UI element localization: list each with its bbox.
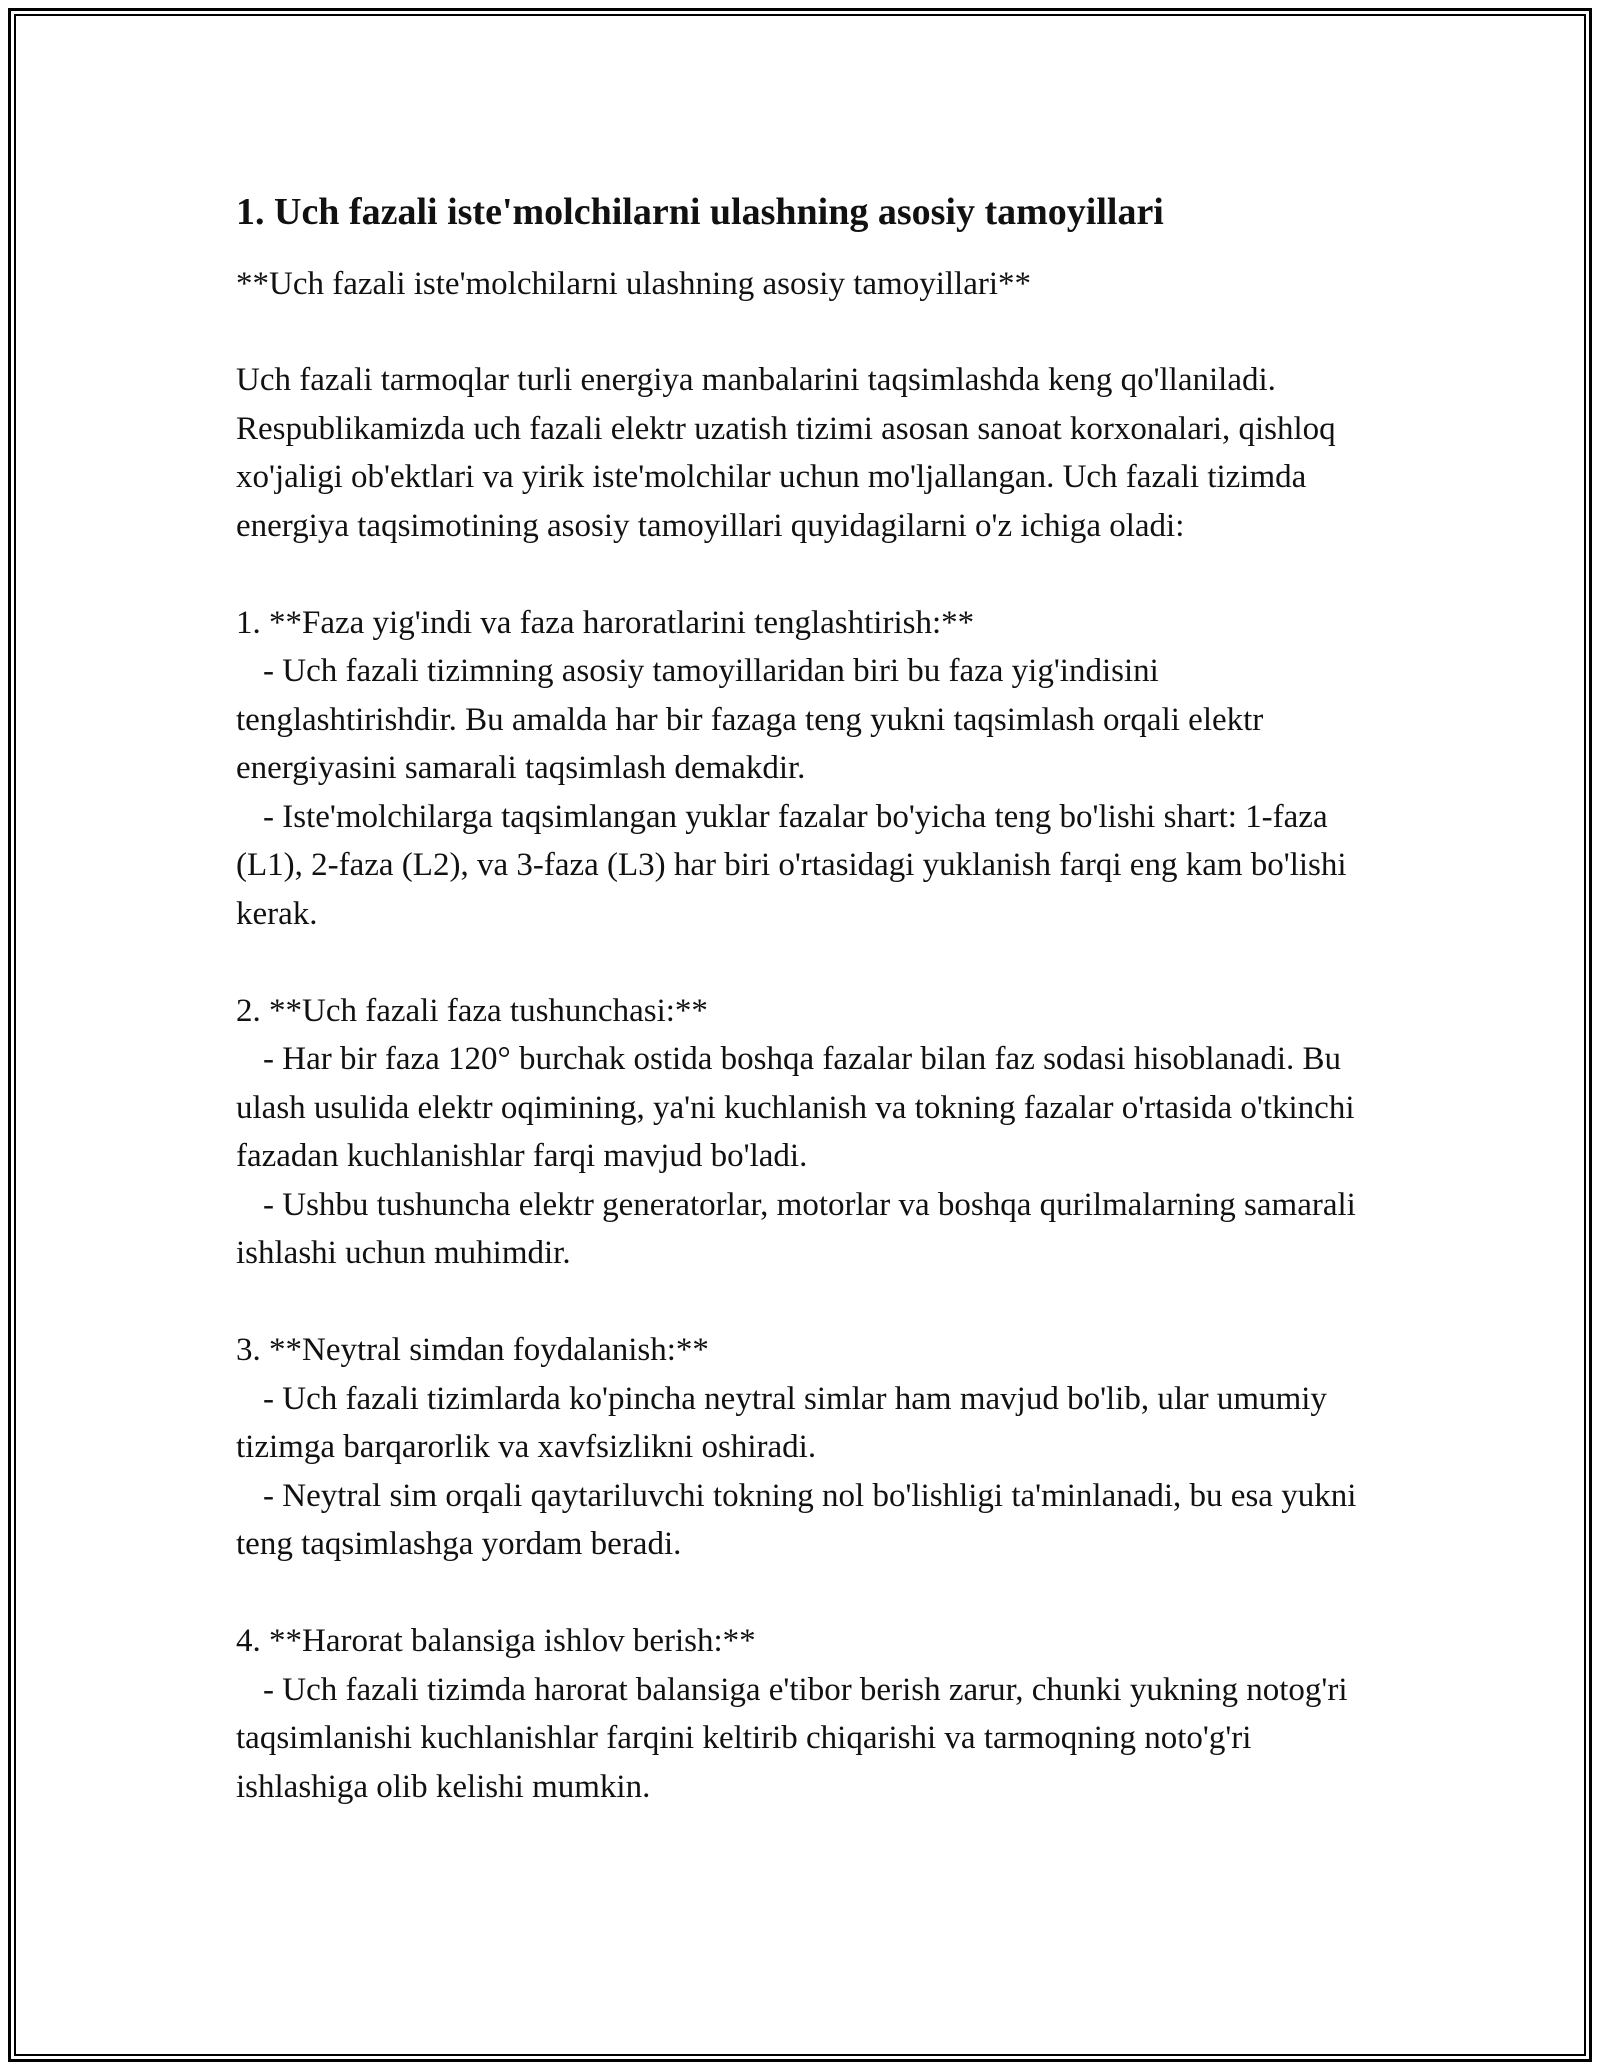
section-4 — [236, 1617, 1386, 1811]
bullet-item: - Har bir faza 120° burchak ostida boshqa fazalar bilan faz sodasi hisoblanadi. Bu ulash usulida elektr oqimining, ya'ni kuchlanish va tokning fazalar o'rtasida o'tkinchi fazadan kuchlanishlar farqi mavjud bo'ladi. — [236, 1041, 1355, 1174]
document-subtitle: **Uch fazali iste'molchilarni ulashning asosiy tamoyillari** — [236, 266, 1032, 302]
bullet-item: - Uch fazali tizimda harorat balansiga e'tibor berish zarur, chunki yukning notog'ri taqsimlanishi kuchlanishlar farqini keltirib chiqarishi va tarmoqning noto'g'ri ishlashiga olib kelishi mumkin. — [236, 1671, 1348, 1805]
document-title: 1. Uch fazali iste'molchilarni ulashning asosiy tamoyillari — [236, 191, 1164, 233]
section-2 — [236, 987, 1386, 1278]
bullet-item: - Iste'molchilarga taqsimlangan yuklar fazalar bo'yicha teng bo'lishi shart: 1-faza (L1), 2-faza (L2), va 3-faza (L3) har biri o'rtasidagi yuklanish farqi eng kam bo'lishi kerak. — [236, 798, 1347, 932]
section-heading: 4. **Harorat balansiga ishlov berish:** — [236, 1623, 756, 1659]
section-heading: 1. **Faza yig'indi va faza haroratlarini tenglashtirish:** — [236, 604, 975, 641]
bullet-item: - Ushbu tushuncha elektr generatorlar, motorlar va boshqa qurilmalarning samarali ishlashi uchun muhimdir. — [236, 1186, 1356, 1271]
section-heading: 2. **Uch fazali faza tushunchasi:** — [236, 992, 708, 1029]
section-1 — [236, 599, 1386, 939]
section-heading: 3. **Neytral simdan foydalanish:** — [236, 1332, 709, 1368]
document-body — [236, 186, 1386, 1811]
section-3 — [236, 1326, 1386, 1569]
bullet-item: - Uch fazali tizimlarda ko'pincha neytral simlar ham mavjud bo'lib, ular umumiy tizimga barqarorlik va xavfsizlikni oshiradi. — [236, 1380, 1327, 1465]
intro-paragraph: Uch fazali tarmoqlar turli energiya manbalarini taqsimlashda keng qo'llaniladi. Respublikamizda uch fazali elektr uzatish tizimi asosan sanoat korxonalari, qishloq xo'jaligi ob'ektlari va yirik iste'molchilar uchun mo'ljallangan. Uch fazali tizimda energiya taqsimotining asosiy tamoyillari quyidagilarni o'z ichiga oladi: — [236, 362, 1336, 544]
bullet-item: - Uch fazali tizimning asosiy tamoyillaridan biri bu faza yig'indisini tenglashtirishdir. Bu amalda har bir fazaga teng yukni taqsimlash orqali elektr energiyasini samarali taqsimlash demakdir. — [236, 653, 1264, 786]
bullet-item: - Neytral sim orqali qaytariluvchi tokning nol bo'lishligi ta'minlanadi, bu esa yukni teng taqsimlashga yordam beradi. — [236, 1477, 1357, 1562]
